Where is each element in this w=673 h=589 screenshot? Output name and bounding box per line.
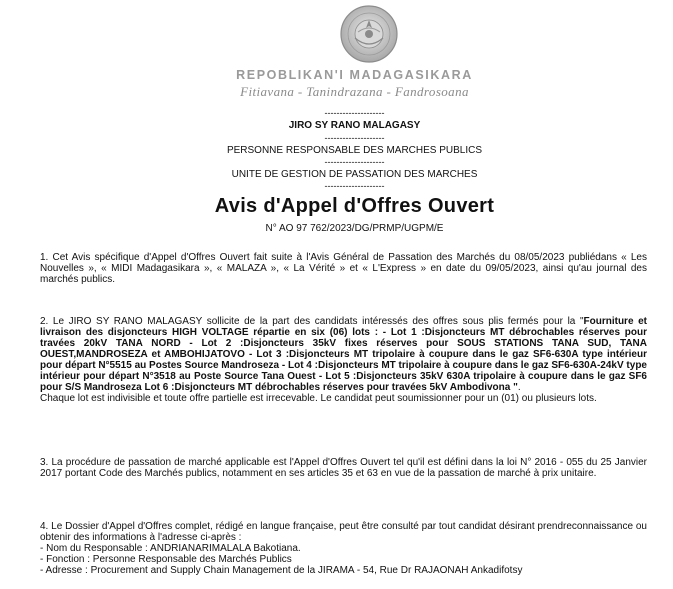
paragraph-1: 1. Cet Avis spécifique d'Appel d'Offres Ouvert fait suite à l'Avis Général de Passation des Marchés du 08/05/2023 publiédans « Les Nouvelles », « MIDI Madagasikara », « MALAZA », « La Vérité » et « L'Express » en date du 09/05/2023, ainsi qu'au journal des marchés publics. (40, 252, 647, 285)
organization-name: JIRO SY RANO MALAGASY (288, 120, 421, 131)
notice-title: Avis d'Appel d'Offres Ouvert (214, 195, 495, 217)
contact-function: - Fonction : Personne Responsable des Marchés Publics (40, 554, 292, 565)
paragraph-4-intro: 4. Le Dossier d'Appel d'Offres complet, rédigé en langue française, peut être consulté par tout candidat désirant prendreconnaissance ou obtenir des informations à l'adresse ci-après : (40, 521, 647, 543)
paragraph-2-lot-note: Chaque lot est indivisible et toute offre partielle est irrecevable. Le candidat peut soumissionner pour un (01) ou plusieurs lots. (40, 393, 597, 404)
paragraph-2-outro: . (517, 382, 521, 393)
notice-reference: N° AO 97 762/2023/DG/PRMP/UGPM/E (265, 223, 444, 234)
paragraph-2 (40, 316, 647, 404)
paragraph-2-intro: 2. Le JIRO SY RANO MALAGASY sollicite de la part des candidats intéressés des offres sous plis fermés pour la " (40, 316, 584, 327)
contact-name: - Nom du Responsable : ANDRIANARIMALALA Bakotiana. (40, 543, 301, 554)
responsible-authority: PERSONNE RESPONSABLE DES MARCHES PUBLICS (226, 145, 483, 156)
separator-line: -------------------- (324, 181, 385, 191)
separator-line: -------------------- (324, 133, 385, 143)
separator-line: -------------------- (324, 108, 385, 118)
national-motto: Fitiavana - Tanindrazana - Fandrosoana (240, 84, 469, 99)
republic-name: REPOBLIKAN'I MADAGASIKARA (236, 68, 473, 82)
procurement-unit: UNITE DE GESTION DE PASSATION DES MARCHES (231, 169, 478, 180)
contact-address: - Adresse : Procurement and Supply Chain Management de la JIRAMA - 54, Rue Dr RAJAONAH Ankadifotsy (40, 565, 523, 576)
national-seal-icon (339, 4, 399, 64)
separator-line: -------------------- (324, 157, 385, 167)
paragraph-4 (40, 521, 647, 576)
paragraph-2-lots: Fourniture et livraison des disjoncteurs HIGH VOLTAGE répartie en six (06) lots : - Lot 1 :Disjoncteurs MT débrochables réserves pour travées 20kV TANA NORD - Lot 2 :Disjoncteurs 35kV fixes réserves pour SOUS STATIONS TANA SUD, TANA OUEST,MANDROSEZA et AMBOHIJATOVO - Lot 3 :Disjoncteurs MT tripolaire à coupure dans le gaz SF6-630A type intérieur pour départ N°5515 au Postes Source Mandroseza - Lot 4 :Disjoncteurs MT tripolaire à coupure dans le gaz SF6-630A-24kV type intérieur pour départ N°3518 au Poste Source Tana Ouest - Lot 5 :Disjoncteurs 35kV 630A tripolaire à coupure dans le gaz SF6 pour S/S Mandroseza Lot 6 :Disjoncteurs MT débrochables réserves pour travées 5kV Ambodivona " (40, 316, 648, 393)
paragraph-3: 3. La procédure de passation de marché applicable est l'Appel d'Offres Ouvert tel qu'il est défini dans la loi N° 2016 - 055 du 25 Janvier 2017 portant Code des Marchés publics, notamment en ses articles 35 et 63 en vue de la passation de marché à prix unitaire. (40, 457, 647, 479)
